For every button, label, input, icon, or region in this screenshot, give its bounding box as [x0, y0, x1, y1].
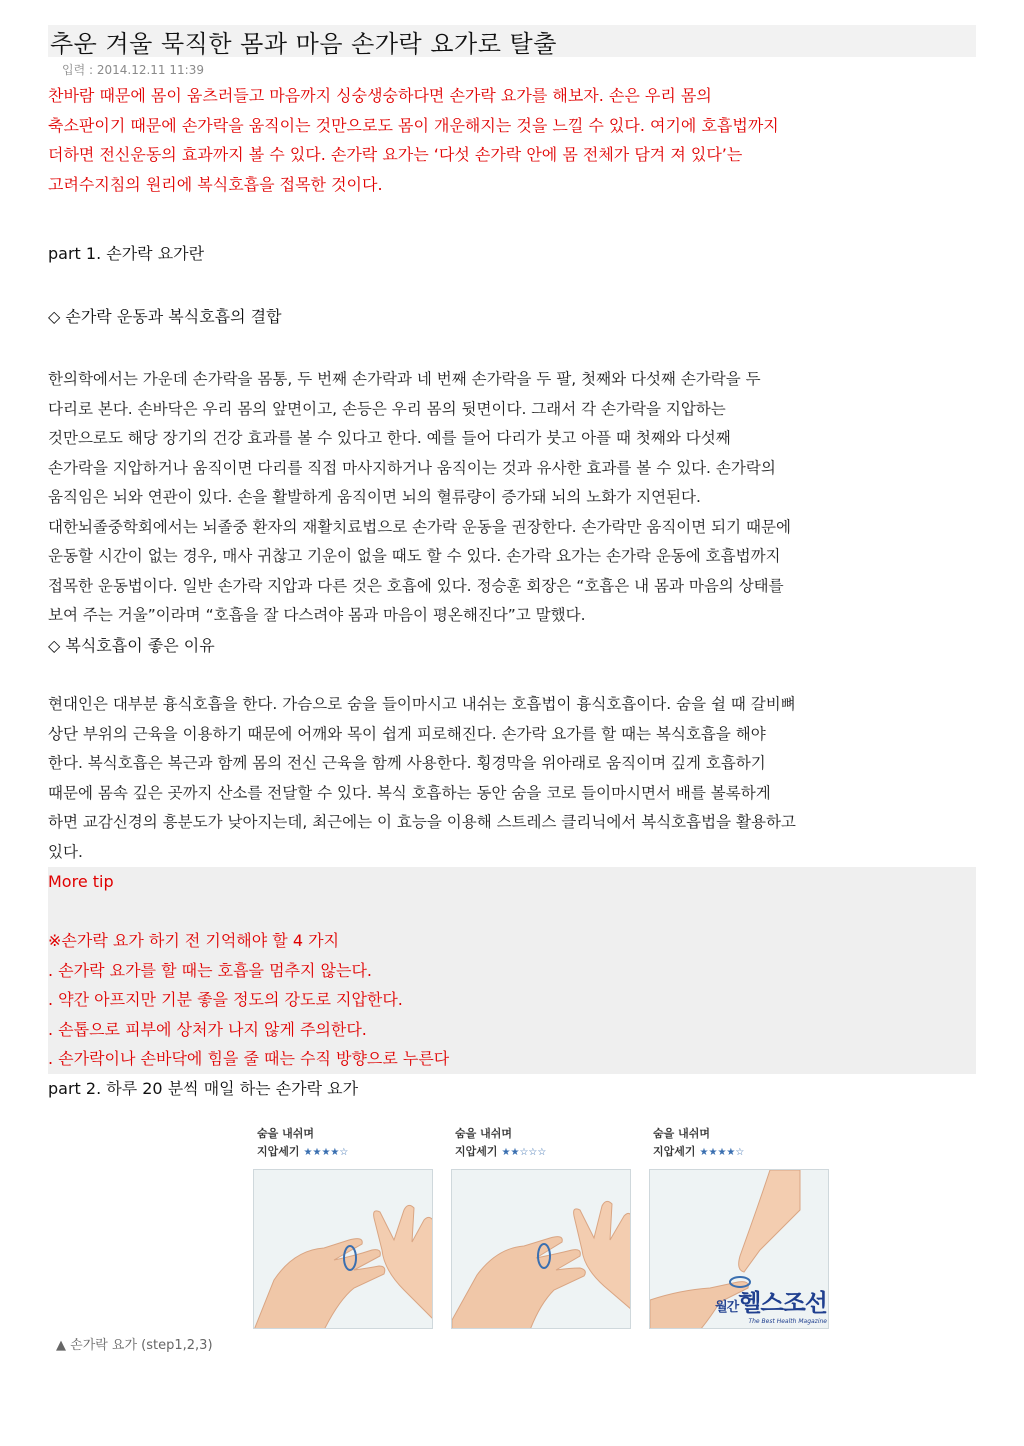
- panel-caption: 숨을 내쉬며: [257, 1127, 314, 1140]
- body-line: 것만으로도 해당 장기의 건강 효과를 볼 수 있다고 한다. 예를 들어 다리가 붓고 아플 때 첫째와 다섯째: [48, 429, 731, 447]
- strength-stars: ★★★★☆: [303, 1147, 349, 1158]
- step1-panel: [253, 1117, 433, 1329]
- body-line: 다리로 본다. 손바닥은 우리 몸의 앞면이고, 손등은 우리 몸의 뒷면이다. 그래서 각 손가락을 지압하는: [48, 399, 726, 418]
- panel-caption: 숨을 내쉬며: [455, 1127, 512, 1140]
- body-line: 현대인은 대부분 흉식호흡을 한다. 가슴으로 숨을 들이마시고 내쉬는 호흡법이 흉식호흡이다. 숨을 쉴 때 갈비뼈: [48, 695, 796, 713]
- part2-heading: part 2. 하루 20 분씩 매일 하는 손가락 요가: [48, 1078, 359, 1098]
- hand-photo: [253, 1169, 433, 1329]
- tip-box: [48, 867, 976, 1074]
- panel-strength: [455, 1143, 546, 1159]
- body-line: 운동할 시간이 없는 경우, 매사 귀찮고 기운이 없을 때도 할 수 있다. 손가락 요가는 손가락 운동에 호흡법까지: [48, 547, 781, 565]
- body-line: 움직임은 뇌와 연관이 있다. 손을 활발하게 움직이면 뇌의 혈류량이 증가돼 뇌의 노화가 지연된다.: [48, 488, 701, 506]
- tip-item: . 손가락 요가를 할 때는 호흡을 멈추지 않는다.: [48, 960, 372, 980]
- tip-item: . 손가락이나 손바닥에 힘을 줄 때는 수직 방향으로 누른다: [48, 1049, 450, 1068]
- publish-date: 입력 : 2014.12.11 11:39: [62, 63, 204, 77]
- hand-photo: [451, 1169, 631, 1329]
- strength-stars: ★★★★☆: [699, 1147, 745, 1158]
- magazine-logo: [715, 1283, 827, 1325]
- lead-paragraph: [48, 81, 976, 199]
- tip-item: . 손톱으로 피부에 상처가 나지 않게 주의한다.: [48, 1019, 367, 1039]
- body-line: 있다.: [48, 842, 83, 861]
- logo-name: 헬스조선: [738, 1289, 827, 1317]
- tip-item: . 약간 아프지만 기분 좋을 정도의 강도로 지압한다.: [48, 990, 403, 1009]
- body-line: 한다. 복식호흡은 복근과 함께 몸의 전신 근육을 함께 사용한다. 횡경막을 위아래로 움직이며 깊게 호흡하기: [48, 754, 766, 772]
- body-line: 상단 부위의 근육을 이용하기 때문에 어깨와 목이 쉽게 피로해진다. 손가락 요가를 할 때는 복식호흡을 해야: [48, 724, 766, 743]
- panel-caption: 숨을 내쉬며: [653, 1127, 710, 1140]
- body-line: 한의학에서는 가운데 손가락을 몸통, 두 번째 손가락과 네 번째 손가락을 두 팔, 첫째와 다섯째 손가락을 두: [48, 370, 761, 388]
- logo-tagline: The Best Health Magazine: [748, 1318, 827, 1325]
- sub1-heading: ◇ 손가락 운동과 복식호흡의 결합: [48, 307, 282, 326]
- body-line: 손가락을 지압하거나 움직이면 다리를 직접 마사지하거나 움직이는 것과 유사한 효과를 볼 수 있다. 손가락의: [48, 458, 776, 477]
- lead-line: 더하면 전신운동의 효과까지 볼 수 있다. 손가락 요가는 ‘다섯 손가락 안에 몸 전체가 담겨 져 있다’는: [48, 145, 743, 164]
- sub2-body: [48, 690, 976, 867]
- step3-panel: [649, 1117, 829, 1329]
- part1-heading: part 1. 손가락 요가란: [48, 244, 205, 263]
- strength-label: 지압세기: [455, 1145, 498, 1158]
- lead-line: 축소판이기 때문에 손가락을 움직이는 것만으로도 몸이 개운해지는 것을 느낄 수 있다. 여기에 호흡법까지: [48, 115, 779, 135]
- logo-small: 월간: [715, 1300, 739, 1315]
- strength-label: 지압세기: [257, 1145, 300, 1158]
- panel-strength: [257, 1143, 348, 1159]
- tip-subheading: ※손가락 요가 하기 전 기억해야 할 4 가지: [48, 931, 340, 950]
- hand-illustration: [254, 1170, 433, 1329]
- figure-caption: ▲ 손가락 요가 (step1,2,3): [56, 1338, 213, 1353]
- body-line: 대한뇌졸중학회에서는 뇌졸중 환자의 재활치료법으로 손가락 운동을 권장한다. 손가락만 움직이면 되기 때문에: [48, 517, 791, 536]
- step2-panel: [451, 1117, 631, 1329]
- finger-yoga-figure: [253, 1117, 833, 1329]
- body-line: 접목한 운동법이다. 일반 손가락 지압과 다른 것은 호흡에 있다. 정승훈 회장은 “호흡은 내 몸과 마음의 상태를: [48, 576, 784, 595]
- sub1-body: [48, 365, 976, 631]
- title-bar: [48, 25, 976, 57]
- panel-strength: [653, 1143, 744, 1159]
- strength-label: 지압세기: [653, 1145, 696, 1158]
- body-line: 때문에 몸속 깊은 곳까지 산소를 전달할 수 있다. 복식 호흡하는 동안 숨을 코로 들이마시면서 배를 볼록하게: [48, 783, 771, 802]
- lead-line: 찬바람 때문에 몸이 움츠러들고 마음까지 싱숭생숭하다면 손가락 요가를 해보자. 손은 우리 몸의: [48, 86, 712, 105]
- body-line: 보여 주는 거울”이라며 “호흡을 잘 다스려야 몸과 마음이 평온해진다”고 말했다.: [48, 606, 586, 624]
- logo-text: [715, 1283, 827, 1318]
- strength-stars: ★★☆☆☆: [501, 1147, 547, 1158]
- tip-heading: More tip: [48, 872, 114, 891]
- lead-line: 고려수지침의 원리에 복식호흡을 접목한 것이다.: [48, 174, 383, 194]
- tip-spacer: [48, 897, 976, 927]
- article-title: 추운 겨울 묵직한 몸과 마음 손가락 요가로 탈출: [50, 29, 557, 58]
- hand-illustration: [452, 1170, 631, 1329]
- body-line: 하면 교감신경의 흥분도가 낮아지는데, 최근에는 이 효능을 이용해 스트레스 클리닉에서 복식호흡법을 활용하고: [48, 813, 796, 831]
- article: [48, 25, 976, 1103]
- sub2-heading: ◇ 복식호흡이 좋은 이유: [48, 635, 215, 655]
